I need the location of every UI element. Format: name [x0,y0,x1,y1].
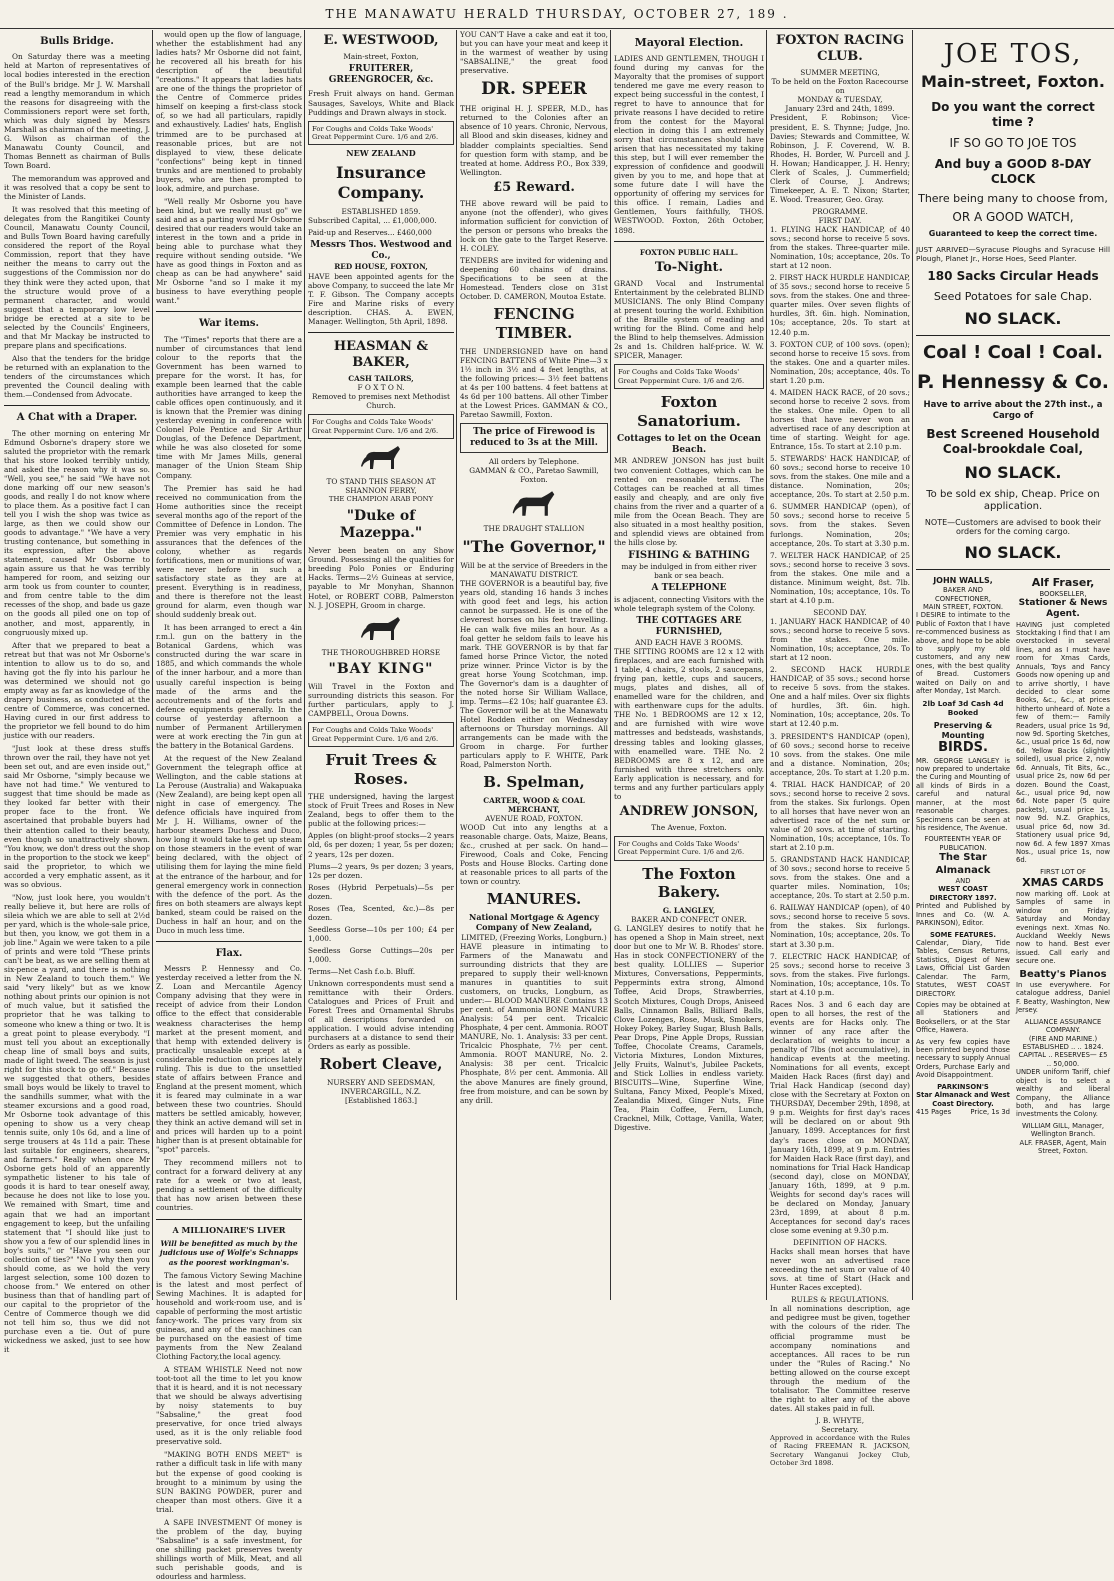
column-6 [770,30,910,1468]
joetos-line: OR A GOOD WATCH, [952,210,1074,225]
westwood-trade: FRUITERER, GREENGROCER, &c. [328,64,434,86]
walls-trade: BAKER AND CONFECTIONER, [935,586,991,603]
and-label: AND [955,877,971,886]
stand-label: TO STAND THIS SEASON AT SHANNON FERRY, [326,477,436,496]
price-item: Seedless Gorse Cuttings—20s per 1,000. [308,945,454,964]
governor-title: "The Governor," [462,537,606,557]
column-5 [614,30,764,1300]
fencing-title: FENCING TIMBER. [493,305,575,342]
capital-label: CAPITAL .. RESERVES— £5 .. 50,000. [1018,1051,1108,1068]
divider [916,335,1110,336]
pages-price-row [916,1108,1010,1116]
divider [614,241,764,242]
hennessy-title: P. Hennessy & Co. [916,370,1109,393]
speer-title: DR. SPEER [481,79,587,100]
flax-heading: Flax. [215,947,243,959]
cleave-title: Robert Cleave, [319,1055,443,1074]
governor-service: Will be at the service of Breeders in the MANAWATU DISTRICT. [460,561,608,580]
price-item: Apples (on blight-proof stocks—2 years old, 6s per dozen; 1 year, 5s per dozen; 2 years, 12s per dozen. [308,831,454,859]
column-7 [916,30,1110,1300]
race-item: 1. FLYING HACK HANDICAP, of 40 sovs.; second horse to receive 5 sovs. from the stakes. Three-quarter mile. Nomination, 10s; acceptance, 20s. To start at 12 noon. [770,225,910,271]
telephone-title: A TELEPHONE [651,583,727,594]
definition-heading: DEFINITION OF HACKS. [793,1238,887,1248]
held-label: To be held on the Foxton Racecourse on [771,77,909,96]
article-paragraph: At the request of the New Zealand Government the telegraph office at Wellington, and the cable stations at La Perouse (Australia) and Wakapuaka (New Zealand), are being kept open all night in case of emergency. The defence officials have inquired from Mr J. H. Williams, owner of the harbour steamers Duchess and Duco, how long it would take to get up steam on those steamers in the event of war being declared, with the object of utilising them for laying the mine field at the entrance of the harbour, and for general emergency work in connection with the defence of the port. As the fires on both steamers are always kept banked, steam could be raised on the Duchess in half an hour, and on the Duco in much less time. [156,753,302,935]
programme-label: PROGRAMME. [812,206,868,216]
column-rule [152,30,153,1300]
column-rule [456,30,457,1300]
column-rule [912,30,913,1300]
telephone-body: is adjacent, connecting Visitors with the whole telegraph system of the Colony. [614,594,764,613]
definition-body: Hacks shall mean horses that have never won an advertised race exceeding the net sum or value of 40 sovs. at time of Start (Hack and Hunter Races excepted). [770,1247,910,1293]
price-item: Roses (Tea, Scented, &c.)—8s per dozen. [308,903,454,922]
arrived-note: JUST ARRIVED—Syracuse Ploughs and Syracuse Hill Plough, Planet Jr., Horse Hoes, Seed Planter. [916,244,1110,263]
article-paragraph: A SAFE INVESTMENT Of money is the problem of the day, buying "Sabsaline" is a safe investment, for one shilling packet preserves twenty shillings worth of Milk, Meat, and all such perishable goods, and is odourless and harmless. [156,1517,302,1581]
liver-heading: A MILLIONAIRE'S LIVER [172,1224,286,1235]
westwood-name: E. WESTWOOD, [323,33,439,48]
divider [156,311,302,312]
race-item: 5. GRANDSTAND HACK HANDICAP, of 30 sovs.; second horse to receive 5 sovs. from the stakes. One and a quarter miles. Nomination, 10s; acceptance, 20s. To start at 2.50 p.m. [770,855,910,901]
price-item: Plums—2 years, 9s per dozen; 3 years, 12s per dozen. [308,861,454,880]
joetos-line: Do you want the correct time ? [931,100,1095,129]
gamman-sig: GAMMAN & CO., Paretao Sawmill, Foxton. [469,466,599,485]
tenders-body: TENDERS are invited for widening and deepening 60 chains of drains. Specifications to be seen at the Homestead. Tenders close on 31st October. D. CAMERON, Moutoa Estate. [460,256,608,302]
article-paragraph: "Just look at these dress stuffs thrown over the rail, they have not yet been set out, and are even inside out," said Mr Osborne, "simply because we have not had time." We ventured to suggest that time should be made as they looked far better with their proper face to the front. We ascertained that probable buyers had their attention called to their beauty, even though so unattractively shown. "You know, we don't dress out the shop in the proportion to the stock we keep" said the proprietor, to which we accorded a very emphatic assent, as it was so obvious. [4,744,150,889]
rules-body: In all nominations description, age and pedigree must be given, together with the colours of the rider. The official programme must be accompany nominations and acceptances. All races to be run under the "Rules of Racing." No betting allowed on the course except through the medium of the totalisator. The Committee reserve the right to alter any of the above dates. All stakes paid in full. [770,1304,910,1413]
article-paragraph: The Premier has said he had received no communication from the Home authorities since the receipt several months ago of the report of the Committee of Defence in London. The Premier was very emphatic in his assurances that the defences of the colony, whether as regards fortifications, men or munitions of war, were never before in such a satisfactory state as they are at present. Everything is in readiness, and there is therefore not the least ground for alarm, even though war should suddenly break out. [156,483,302,620]
hall-body: GRAND Vocal and Instrumental Entertainment by the celebrated BLIND MUSICIANS. The only Blind Company at present touring the world. Exhibition of the Braille system of reading and writing for the Blind. Come and help the Blind to help themselves. Admission 2s and 1s. Children half-price. W. W. SPICER, Manager. [614,278,764,361]
bayking-body: Will Travel in the Foxton and surrounding districts this season. For further particulars, apply to J. CAMPBELL, Oroua Downs. [308,682,454,719]
racing-title: FOXTON RACING CLUB. [775,33,905,65]
unknown-correspondents: Unknown correspondents must send a remittance with their Orders. Catalogues and Prices of Fruit and Forest Trees and Ornamental Shrubs of all descriptions forwarded on application. I would advise intending purchasers at a distance to send their Orders as early as possible. [308,979,454,1052]
bulls-bridge-heading: Bulls Bridge. [40,36,114,47]
xmas-body: now marking off. Look at Samples of same in window on Friday, Saturday and Monday evenings next. Xmas No. Auckland Weekly News now to hand. Best ever issued. Call early and secure one. [1016,889,1110,966]
article-paragraph: They recommend millers not to contract for a forward delivery at any rate for a week or two at least, pending a settlement of the difficulty that has now arisen between these countries. [156,1158,302,1213]
article-paragraph: On Saturday there was a meeting held at Marton of representatives of local bodies interested in the erection of the Bull's bridge. Mr J. W. Marshall read a lengthy memorandum in which the reasons for disagreeing with the Commissioners report were set forth, which was duly signed by Messrs Marshall as chairman of the meeting, J. G. Wilson as chairman of the Manawatu County Council, and Thomas Bennett as chairman of Bulls Town Board. [4,52,150,170]
horse-illustration-icon [308,614,454,644]
birds-title: BIRDS. [938,740,988,756]
divider [916,569,1110,570]
tailors-label: CASH TAILORS, [348,374,414,384]
fishing-sub: may be indulged in from either river bank or sea beach. [621,562,757,581]
cant-ad: YOU CAN'T Have a cake and eat it too, but you can have your meat and keep it in the warmest of weather by using "SABSALINE," the great food preservative. [460,30,608,76]
walls-name: JOHN WALLS, [933,576,993,586]
bakery-title: The Foxton Bakery. [642,864,736,902]
firemarine-label: (FIRE AND MARINE.) [1028,1034,1098,1043]
column-4 [460,30,608,1300]
divider [4,405,150,406]
few-note: As very few copies have been printed beyond those necessary to supply Annual Orders, Purchase Early and Avoid Disappointment. [916,1037,1010,1080]
summer-label: SUMMER MEETING, [800,68,880,78]
bayking-title: "BAY KING" [328,660,434,677]
insurance-established: ESTABLISHED 1859. [341,207,421,217]
article-paragraph: "Now, just look here, you wouldn't really believe it, but here are rolls of sileia which we are able to sell at 2½d per yard, which is the whole-sale price, but then, you know, we got them in a job line." Again we were taken to a pile of prints and were told "These prints can't be beat, as we are selling them at six-pence a yard, and there is nothing in New Zealand to touch them." We said "very likely" but as we know nothing about prints our opinion is not of much value, but it satisfied the proprietor that he was talking to someone who knew a thing or two. It is a great point to please everybody. "I must tell you about an exceptionally cheap line of small boys and suits, made of light tweed. The season is just right for this stock to go off." Because we suggested that others, besides small boys would be likely to travel to the sandhills summer, what with the steamer excursions and a good road, Mr Osborne took advantage of this opening to show us a very cheap tennis suite, only 10s 6d, and a line of serge trousers at 4s 11d a pair. These last suitable for engineers, shearers, and farmers." Really when once Mr Osborne gets hold of an apparently sympathetic listener to his tale of goods it is hard to tear oneself away, because he does not like to lose you. We remained with Smart, time and again that we had an important engagement to keep, but the unfailing statement that "I should like just to show you a few of our splendid lines in boy's suits," or "Have you seen our collection of ties?" "No I why then you should come, as we hold the very largest selection, some 100 dozen to choose from." We entered on other business than that of handling part of our capital to the proprietor of the Centre of Commerce though we did not tell him so, thus we did not purchase even a tie. Out of pure wickedness we asked, just to see how it [4,892,150,1355]
column-3 [308,30,454,1300]
arrive-note: Have to arrive about the 27th inst., a Cargo of [923,400,1103,421]
nursery-label: NURSERY AND SEEDSMAN, [326,1078,436,1088]
agent-body: HAVE been appointed agents for the above Company, to succeed the late Mr T. F. Gibson. The Company accepts Fire and Marine risks of every description. CHAS. A. EWEN, Manager. Wellington, 5th April, 1898. [308,271,454,326]
walls-address: MAIN STREET, FOXTON. [922,602,1004,611]
draper-heading: A Chat with a Draper. [16,412,138,424]
westcoast-label: WEST COAST DIRECTORY 1897. [929,885,997,902]
officers: President, F. Robinson; Vice-president, E. S. Thynne; Judge, Jno. Davies; Stewards and Committee, W. Robinson, J. F. Coverend, W. B. Rhodes, H. Border, W. Purcell and J. H. Howan; Handicapper, J. H. Henry; Clerk of Scales, J. Cummerfield; Clerk of Course, J. Andrews; Timekeeper, A. E. T. Nixon; Starter, E. Wood. Treasurer, Geo. Gray. [770,113,910,204]
mayoral-body: LADIES AND GENTLEMEN, THOUGH I found during my canvas for the Mayoralty that the promises of support tendered me gave me every reason to expect being successful in the contest, I regret to have to announce that for private reasons I have decided to retire from the contest for the Mayoral election in doing this I am extremely sorry that circumstances should have arisen that has necessitated my taking this step, but I will ever remember the expression of confidence and goodwill given by you to me, and hope that at some future date I will have the opportunity of offering my services for this office. I remain, Ladies and Gentlemen, Yours faithfully, THOS. WESTWOOD. Foxton, 26th October, 1898. [614,53,764,235]
nmac-title: National Mortgage & Agency Company of New Zealand, [469,911,599,932]
spelman-trade: CARTER, WOOD & COAL MERCHANT, [483,795,585,814]
langley-birds-body: MR. GEORGE LANGLEY is now prepared to undertake the Curing and Mounting of all kinds of Birds in a careful and natural manner, at the most reasonable charges. Specimens can be seen at his residence, The Avenue. [916,756,1010,832]
cough-ad: For Coughs and Colds Take Woods' Great Peppermint Cure. 1/6 and 2/6. [614,836,764,861]
sacks-title: 180 Sacks Circular Heads [927,268,1099,283]
screened-label: Best Screened Household Coal-brookdale Coal, [926,427,1100,457]
price-item: Terms—Net Cash f.o.b. Bluff. [308,967,416,977]
race-item: 2. SECOND HACK HURDLE HANDICAP, of 35 sovs.; second horse to receive 5 sovs. from the stakes. One and a half miles. Over six flights of hurdles, 3ft. 6in. high. Nomination, 10s; acceptance, 20s. To start at 12.40 p.m. [770,665,910,729]
insurance-paidup: Paid-up and Reserves... £460,000 [308,228,432,238]
column-2 [156,30,302,1581]
article-paragraph: "MAKING BOTH ENDS MEET" is rather a difficult task in life with many but the expense of good cooking is brought to a minimum by using the SUN BAKING POWDER, purer and cheaper than most others. Give it a trial. [156,1450,302,1514]
xmas-title: XMAS CARDS [1022,876,1104,890]
birds-pre: Preserving & Mounting [933,720,993,740]
under-note: UNDER uniform Tariff, chief object is to select a wealthy and liberal Company, the Alliance both, and has large investments the Colony. [1016,1068,1110,1119]
draught-label: THE DRAUGHT STALLION [483,524,585,534]
reward-body: THE above reward will be paid to anyone (not the offender), who gives information sufficient for conviction of the person or persons who breaks the lock on the gate to the Target Reserve. H. COLEY. [460,198,608,254]
joetos-line: And buy a GOOD 8-DAY CLOCK [934,156,1092,186]
divider [156,941,302,942]
noslack-label: NO SLACK. [964,309,1062,329]
invercargill-label: INVERCARGILL, N.Z. [340,1087,422,1097]
race-item: 4. MAIDEN HACK RACE, of 20 sovs.; second horse to receive 2 sovs. from the stakes. One mile. Open to all horses that have never won an advertised race of any description at time of starting. Weight for age. Entrance, 15s. To start at 2.10 p.m. [770,387,910,452]
race-item: 4. TRIAL HACK HANDICAP, of 20 sovs.; second horse to receive 2 sovs. from the stakes. Six furlongs. Open to all horses that have never won an advertised race of the net sum or value of 20 sovs. at time of starting. Nomination, 10s; acceptance, 10s. To start at 2.10 p.m. [770,779,910,853]
copies-note: Copies may be obtained at all Stationers and Booksellers, or at the Star Office, Hawera. [916,1000,1010,1035]
red-house: RED HOUSE, FOXTON, [334,262,428,272]
horse-illustration-icon [460,488,608,520]
article-paragraph: The famous Victory Sewing Machine is the latest and most perfect of Sewing Machines. It is adapted for household and work-room use, and is capable of performing the most artistic fancy-work. The prices vary from six guineas, and any of the machines can be purchased on the easiest of time payments from the New Zealand Clothing Factory,the local agency. [156,1270,302,1361]
firstlot-label: FIRST LOT OF [1040,867,1086,876]
alliance-label: ALLIANCE ASSURANCE COMPANY. [1024,1017,1102,1035]
column-rule [610,30,611,1300]
fruit-trees-title: Fruit Trees & Roses. [325,751,437,788]
fourteenth-label: FOURTEENTH YEAR OF PUBLICATION. [924,835,1002,852]
spelman-body: WOOD Cut into any lengths at a reasonable charge. Oats, Maize, Beans, &c., crushed at per sack. On hand—Firewood, Coals and Coke, Fencing Posts and House Blocks. Carting done at reasonable prices to all parts of the town or country. [460,823,608,887]
almanack-title: The Star Almanack [935,852,991,876]
joetos-title: JOE TOS, [943,39,1083,69]
race-item: 1. JANUARY HACK HANDICAP, of 40 sovs.; second horse to receive 5 sovs. from the stakes. One mile. Nomination, 10s; acceptance, 20s. To start at 12 noon. [770,616,910,663]
cottages-body: MR ANDREW JONSON has just built two convenient Cottages, which can be rented on reasonable terms. The Cottages can be reached at all times easily and cheaply, and are only five chains from the river and a quarter of a mile from the Ocean Beach. They are also situated in a most healthy position, and splendid views are obtained from the hills close by. [614,456,764,547]
right-ad-column [1016,576,1110,1155]
speer-body: THE original H. J. SPEER, M.D., has returned to the Colonies after an absence of 10 years. Chronic, Nervous, all Blood and skin diseases, kidney and bladder complaints specialties. Send for question form with stamp, and be treated at home. Address P.O., Box 339, Wellington. [460,104,608,177]
hall-label: FOXTON PUBLIC HALL. [639,247,739,257]
days-label: MONDAY & TUESDAY, [797,95,883,105]
tonight-title: To-Night. [654,259,724,275]
article-paragraph: It was resolved that this meeting of delegates from the Rangitikei County Council, Manawatu County Council, and Bulls Town Board having carefully considered the report of the Royal Commission, report that they have neither the means to carry out the suggestions of the Commission nor do they think were they acted upon, that the structure would prove of a permanent character, and would suggest that a temporary low level bridge be erected at a site to be selected by the Councils' Engineers, and that Mr Mackay be instructed to prepare plans and specifications. [4,205,150,350]
article-paragraph: The memorandum was approved and it was resolved that a copy be sent to the Minister of Lands. [4,174,150,202]
race-item: 3. PRESIDENT'S HANDICAP (open), of 60 sovs.; second horse to receive 10 sovs. from the stakes. One mile and a distance. Nomination, 20s; acceptance, 20s. To start at 1.20 p.m. [770,731,910,777]
insurance-title: Insurance Company. [335,163,427,203]
mazeppa-title: "Duke of Mazeppa." [339,507,423,541]
beatty-body: In use everywhere. For catalogue address, Daniel F. Beatty, Washington, New Jersey. [1016,981,1110,1015]
article-paragraph: A STEAM WHISTLE Need not now toot-toot all the time to let you know that it is heard, and it is not necessary that we should be always advertising by noisy statements to buy "Sabsaline," the great food preservative, for once tried always used, as it is the only reliable food preservative sold. [156,1365,302,1447]
cough-ad: For Coughs and Colds Take Woods' Great Peppermint Cure. 1/6 and 2/6. [308,414,454,439]
furnished-title: THE COTTAGES ARE FURNISHED, [636,615,742,637]
noslack-label: NO SLACK. [964,543,1062,563]
furnished-body: THE SITTING ROOMS are 12 x 12 with fireplaces, and are each furnished with 1 table, 4 chairs, 2 stools, 2 saucepans, frying pan, kettle, cups and saucers, mugs, plates and dishes, all of enamelled ware for the children, and with earthenware cups for the adults. THE No. 1 BEDROOMS are 12 x 12, and are furnished with wire wove mattresses and bedsteads, washstands, dressing tables and looking glasses, with enamelled ware. THE No. 2 BEDROOMS are 8 x 12, and are furnished with three stretchers only. Early application is necessary, and for terms and any further particulars apply to [614,647,764,801]
established-label: [Established 1863.] [344,1096,418,1106]
langley-trade: BAKER AND CONFECT ONER. [631,915,747,925]
race-item: 7. ELECTRIC HACK HANDICAP, of 25 sovs.; second horse to receive 3 sovs. from the stakes. Five furlongs. Nomination, 10s; acceptance, 10s. To start at 4.10 p.m. [770,951,910,997]
staralm-label: Star Almanack and West Coast Directory. [916,1091,1010,1108]
features-heading: SOME FEATURES. [930,930,996,939]
left-ad-column [916,576,1010,1155]
insurance-agents: Messrs Thos. Westwood and Co., [310,240,452,262]
joetos-line: There being many to choose from, [918,192,1108,206]
race-item: 7. WELTER HACK HANDICAP, of 25 sovs.; second horse to receive 3 sovs. from the stakes. One mile and a distance. Minimum weight, 8st. 7lb. Nomination, 10s; acceptance, 10s. To start at 4.10 p.m. [770,550,910,605]
heasman-title: HEASMAN & BAKER, [333,338,429,370]
whyte-signature: J. B. WHYTE, [815,1415,865,1425]
rooms-label: AND EACH HAVE 3 ROOMS. [635,638,743,647]
liver-subheading: Will be benefitted as much by the judicious use of Wolfe's Schnapps as the poorest workingman's. [159,1239,299,1267]
article-paragraph: The other morning on entering Mr Edmund Osborne's drapery store we saluted the proprietor with the remark that his store looked terribly untidy, and asked the reason why it was so. "Well, you see," he said "We have not done marking off our new season's goods, and really I do not know where to place them. As a positive fact I can tell you I wish the shop was twice as large, as then we could show our goods to advantage." "We have a very trusting contenance, but something in its expression, after the above statement, caused Mr Osborne to again assure us that he was terribly hampered for room, and seizing our arm took us from counter to counter, and from centre table to the dim recesses of the shop, and bade us gaze on the goods all piled one on top of another, and most, apparently, in congruously mixed up. [4,428,150,637]
walls-body: I DESIRE to intimate to the Public of Foxton that I have re-commenced business as above, and hope to be able to supply my old customers, and any new ones, with the best quality of Bread. Customers waited on Daily on and after Monday, 1st March. [916,611,1010,696]
langley-body: G. LANGLEY desires to notify that he has opened a Shop in Main street, next door but one to Mr W. B. Rhodes' store. Has in stock CONFECTIONERY of the best quality. LOLLIES — Superior Mixtures, Conversations, Peppermints, Peppermints extra strong, Almond Toffee, Acid Drops, Strawberries, Scotch Mixtures, Cough Drops, Aniseed Balls, Cinnamon Balls, Billiard Balls, Clove Lozenges, Rose, Musk, Smokers, Hokey Pokey, Barley Sugar, Blush Balls, Pear Drops, Pine Apple Drops, Russian Toffee, Chocolate Creams, Caramels, Victoria Mixtures, London Mixtures, Jelly Fruits, Walnut's, Jubilee Packets, and Stick Lollies in endless variety. BISCUITS—Wine, Superfine Wine, Sultana, Fancy Mixed, People's Mixed, Zealandia Mixed, Ginger Nuts, Fine Tea, Plain Coffee, Fern, Lunch, Cracknel, Milk, Cottage, Vanilla, Water, Digestive. [614,924,764,1133]
fraser-title: Alf Fraser, [1031,576,1095,590]
seed-label: Seed Potatoes for sale Chap. [933,289,1093,303]
nmac-limited: LIMITED, (Freezing Works, Longburn.) [461,932,607,942]
fraser-body: HAVING just completed Stocktaking I find that I am overstocked in several lines, and as I must have room for Xmas Cards, Annuals, Toys and Fancy Goods now opening up and to arrive shortly, I have decided to clear some Books, &c., &c., at prices hitherto unheard of. Note a few of them:— Family Readers, usual price 1s 9d, now 9d. Sporting Sketches, &c., usual price 1s 6d, now 6d. Yellow Backs (slightly soiled), usual price 2, now 6d. Annuals, Tit Bits, &c., usual price 2s, now 6d per dozen. Bound the Coast, &c., usual price 9d, now 6d. Note paper (5 quire packets), usual price 1s, now 9d. N.Z. Graphics, usual price 6d, now 3d. Stationery usual price 9d, now 6d. A few 1897 Xmas Nos., usual price 1s, now 6d. [1016,620,1110,865]
langley-name: G. LANGLEY, [662,906,716,916]
secretary-label: Secretary. [821,1424,859,1434]
features-body: Calendar, Diary, Tide Tables, Census Returns, Statistics, Digest of New Laws, Official List Garden Calendar. The Farm, Statutes, WEST COAST DIRECTORY. [916,938,1010,998]
printed-note: Printed and Published by Innes and Co. (W. A. PARKINSON), Editor. [916,902,1010,928]
mayoral-heading: Mayoral Election. [634,36,744,49]
race-item: 5. STEWARDS' HACK HANDICAP, of 60 sovs.; second horse to receive 10 sovs. from the stakes. One mile and a distance. Nomination, 20s; acceptance, 20s. To start at 2.50 p.m. [770,454,910,500]
race-notes: Races Nos. 3 and 6 each day are open to all horses, the rest of the events are for Hacks only. The winner of any race after the declaration of weights to incur a penalty of 7lbs (not accumulative), in handicap events at the meeting. Nominations for all events, except Maiden Hack Races (first day) and Trial Hack Handicap (second day) close with the Secretary at Foxton on THURSDAY, December 29th, 1898, at 9 p.m. Weights for first day's races will be declared on or about 9th January, 1899. Acceptances for first day's races close on MONDAY, January 16th, 1899, at 9 p.m. Entries for Maiden Hack Race (first day), and nominations for Trial Hack Handicap (second day), close on MONDAY, January 16th, 1899, at 9 p.m. Weights for second day's races will be declared on Monday, January 23rd, 1899, at about 8 p.m. Acceptances for second day's races close some evening at 9.30 p.m. [770,999,910,1235]
approved-note: Approved in accordance with the Rules of Racing FREEMAN R. JACKSON, Secretary Wanganui Jockey Club, October 3rd 1898. [770,1434,910,1468]
column-rule [766,30,767,1300]
article-paragraph: After that we prepared to beat a retreat but that was not Mr Osborne's intention to allow us to do so, and having got the fly into his parlour he was determined we should not go empty away as far as knowledge of the drapery business, as conducted at the centre of Commerce, was concerned. Having cured in our first address to the proprietor we fell bound to do him justice with our readers. [4,640,150,741]
joetos-line: IF SO GO TO JOE TOS [949,135,1077,150]
firewood-sub: All orders by Telephone. [488,457,580,467]
article-paragraph: The "Times" reports that there are a number of circumstances that lend colour to the reports that the Government has been warned to prepare for the worst. It has, for example been learned that the cable authorities have arranged to keep the cable offices open continuously, and it is known that the Premier was dining yesterday evening in conference with Colonel Pole Pentice and Sir Arthur Douglas, of the Defence Department, while he was also closeted for some time with Mr James Mills, general manager of the Union Steam Ship Company. [156,334,302,480]
price-item: Roses (Hybrid Perpetuals)—5s per dozen. [308,882,454,901]
est-label: ESTABLISHED .. .. 1824. [1022,1042,1104,1051]
cough-ad: For Coughs and Colds Take Woods' Great Peppermint Cure. 1/6 and 2/6. [308,722,454,747]
first-day-label: FIRST DAY. [818,215,862,225]
westwood-address: Main-street, Foxton, [343,52,419,62]
loaf-price: 2lb Loaf 3d Cash 4d Booked [922,698,1004,717]
race-item: 3. FOXTON CUP, of 100 sovs. (open); second horse to receive 15 sovs. from the stakes. One and a quarter miles. Nomination, 20s; acceptance, 40s. To start 1.20 p.m. [770,339,910,385]
article-paragraph: "Well really Mr Osborne you have been kind, but we really must go" we said and as a parting word Mr Osborne desired that our readers would take an interest in the town and a pride in being able to purchase what they require without sending outside. "We have as good things in Foxton and as cheap as can be had anywhere" said Mr Osborne "and so I make it my business to have everything people want." [156,196,302,306]
gill-signature: WILLIAM GILL, Manager, Wellington Branch. [1021,1121,1105,1139]
mazeppa-body: Never been beaten on any Show Ground. Possessing all the qualities for breeding Polo Ponies or Enduring Hacks. Terms—2½ Guineas at service, payable to Mr Monyhan, Shannon Hotel, or ROBERT COBB, Palmerston N. J. JOSEPH, Groom in charge. [308,546,454,610]
foxton-label: F O X T O N. [357,383,405,393]
divider [308,332,454,333]
insurance-capital: Subscribed Capital, ... £1,000,000. [308,216,437,226]
agent-signature: ALF. FRASER, Agent, Main Street, Foxton. [1019,1138,1107,1156]
reward-title: £5 Reward. [493,179,575,195]
westwood-body: Fresh Fruit always on hand. German Sausages, Saveloys, White and Black Puddings and Drawn always in stock. [308,89,454,117]
stationer-label: Stationer & News Agent. [1018,598,1108,620]
beatty-title: Beatty's Pianos [1019,968,1107,980]
spelman-title: B. Spelman, [483,773,585,792]
war-items-heading: War items. [198,318,260,330]
fruit-body: THE undersigned, having the largest stock of Fruit Trees and Roses in New Zealand, begs to offer them to the public at the following prices:— [308,792,454,829]
cough-ad: For Coughs and Colds Take Woods' Great Peppermint Cure. 1/6 and 2/6. [614,364,764,389]
price-item: Seedless Gorse—10s per 100; £4 per 1,000. [308,924,454,943]
second-day-label: SECOND DAY. [813,607,867,617]
divider [156,1219,302,1220]
cough-ad: For Coughs and Colds Take Woods' Great Peppermint Cure. 1/6 and 2/6. [308,121,454,146]
firewood-notice: The price of Firewood is reduced to 3s at the Mill. [460,423,608,453]
masthead: THE MANAWATU HERALD THURSDAY, OCTOBER 27, 189 . [0,0,1114,29]
article-paragraph: Messrs P. Hennessy and Co. yesterday received a letter from the N. Z. Loan and Mercantile Agency Company advising that they were in receipt of advice from their London office to the effect that considerable weakness characterises the hemp market at the present moment, and that hemp with extended delivery is practically unsaleable except at a considerable reduction on prices lately ruling. This is due to the unsettled state of affairs between France and England at the present moment, which it is feared may culminate in a war between these two countries. Should matters be settled amicably, however, they think an active demand will set in and prices will harden up to a point higher than is at present obtainable for "spot" parcels. [156,964,302,1155]
race-item: 6. SUMMER HANDICAP (open), of 50 sovs.; second horse to receive 5 sovs. from the stakes. Seven furlongs. Nomination, 20s; acceptance, 20s. To start at 3.30 p.m. [770,502,910,548]
article-paragraph: Also that the tenders for the bridge be returned with an explanation to the tenders of the circumstances which prevented the Council dealing with them.—Condensed from Advocate. [4,353,150,400]
race-item: 6. RAILWAY HANDICAP (open), of 40 sovs.; second horse to receive 5 sovs. from the stakes. Six furlongs. Nomination, 10s; acceptance, 20s. To start at 3.30 p.m. [770,903,910,949]
article-paragraph: It has been arranged to erect a 4in r.m.l. gun on the battery in the Botanical Gardens, which was constructed during the war scare in 1885, and which commands the whole of the inner harbour, and a more than usually careful inspection is being made of the arms and the accoutrements and of the forts and defence equipments generally. In the course of yesterday afternoon a number of Permanent Artillerymen were at work erecting the 7in gun at the battery in the Botanical Gardens. [156,623,302,750]
manure-body: HAVE pleasure in intimating to Farmers of the Manawatu and surrounding districts that they are prepared to supply their well-known manures in quantities to suit customers, on trucks, Longburn, as under:— BLOOD MANURE Contains 13 per cent. of Ammonia BONE MANURE Analysis: 54 per cent. Tricalcic Phosphate, 4 per cent. Ammonia. ROOT MANURE, No. 1. Analysis: 33 per cent. Tricalcic Phosphate, 7½ per cent. Ammonia. ROOT MANURE, No. 2. Analysis: 38 per cent. Tricalcic Phosphate, 8½ per cent. Ammonia. All the above Manures are finely ground, free from moisture, and can be sown by any drill. [460,941,608,1105]
cottages-title: Cottages to let on the Ocean Beach. [617,434,761,456]
governor-body: THE GOVERNOR is a beautiful bay, five years old, standing 16 hands 3 inches with good feet and legs, his action cannot be surpassed. He is one of the cleverest horses on his feet travelling. He can walk five miles an hour. As a foal getter he seldom fails to leave his mark. THE GOVERNOR is by that far famed horse Prince Victor, the noted prize winner. Prince Victor is by the great horse Young Scotchman, imp. The Governor's dam is a daughter of the noted horse Sir William Wallace, imp. Terms—£2 10s; half guarantee £3. The Governor will be at the Manawatu Hotel Rodden either on Wednesday afternoons or Thursday mornings. All arrangements can be made with the Groom in charge. For further particulars apply to F. WHITE, Park Road, Palmerston North. [460,579,608,770]
fishing-title: FISHING & BATHING [628,549,750,561]
noslack-label: NO SLACK. [964,462,1062,482]
race-item: 2. FIRST HACK HURDLE HANDICAP, of 35 sovs.; second horse to receive 5 sovs. from the stakes. One and three-quarter miles. Over seven flights of hurdles, 3ft. 6in. high. Nomination, 10s; acceptance, 20s. To start at 12.40 p.m. [770,273,910,337]
removed-note: Removed to premises next Methodist Church. [312,392,450,411]
jonson-address: The Avenue, Foxton. [651,822,727,832]
thoroughbred-label: THE THOROUGHBRED HORSE [321,647,441,657]
fencing-body: THE UNDERSIGNED have on hand FENCING BATTENS of White Pine—3 x 1½ inch in 3½ and 4 feet lengths, at the following prices:— 3½ feet battens at 4s per 100 battens. 4 feet battens at 4s 6d per 100 battens. All other Timber at the Lowest Prices. GAMMAN & CO., Paretao Sawmill, Foxton. [460,346,608,419]
column-1 [4,30,150,1355]
champion-label: THE CHAMPION ARAB PONY [328,495,434,504]
nz-title: NEW ZEALAND [346,148,416,159]
joetos-address: Main-street, Foxton. [921,72,1105,92]
jonson-name: ANDREW JONSON, [619,803,759,819]
bookseller-label: BOOKSELLER, [1039,589,1087,598]
customers-note: NOTE—Customers are advised to book their orders for the coming cargo. [924,517,1102,537]
manures-title: MANURES. [486,890,582,909]
sold-label: To be sold ex ship, Cheap. Price on application. [926,488,1100,513]
avenue-label: AVENUE ROAD, FOXTON. [485,813,583,823]
sanatorium-title: Foxton Sanatorium. [637,392,741,430]
pages-label: 415 Pages [916,1107,952,1116]
parkinson-label: PARKINSON'S [937,1082,989,1091]
column-rule [304,30,305,1300]
article-paragraph: would open up the flow of language, whether the establishment had any ladies hats? Mr Osborne did not faint, he recovered all his breath for his description of the beautiful "creations." It appears that ladies hats are one of the things the proprietor of the Centre of Commerce prides himself on keeping a first-class stock of, so we had all particulars, rapidly and exhaustively. Ladies' hats, English trimmed are to be purchased at reasonable prices, but are not displayed to view, these delicate "confections" being kept in tinned trunks and are mentioned to probably buyers, who are then prompted to look, admire, and purchase. [156,30,302,193]
rules-heading: RULES & REGULATIONS. [791,1295,889,1305]
lower-ads [916,576,1110,1155]
dates-label: January 23rd and 24th, 1899. [785,104,895,114]
horse-illustration-icon [308,443,454,473]
price-label: Price, 1s 3d [970,1107,1010,1116]
coal-title: Coal ! Coal ! Coal. [923,342,1103,364]
joetos-line: Guaranteed to keep the correct time. [928,228,1098,238]
